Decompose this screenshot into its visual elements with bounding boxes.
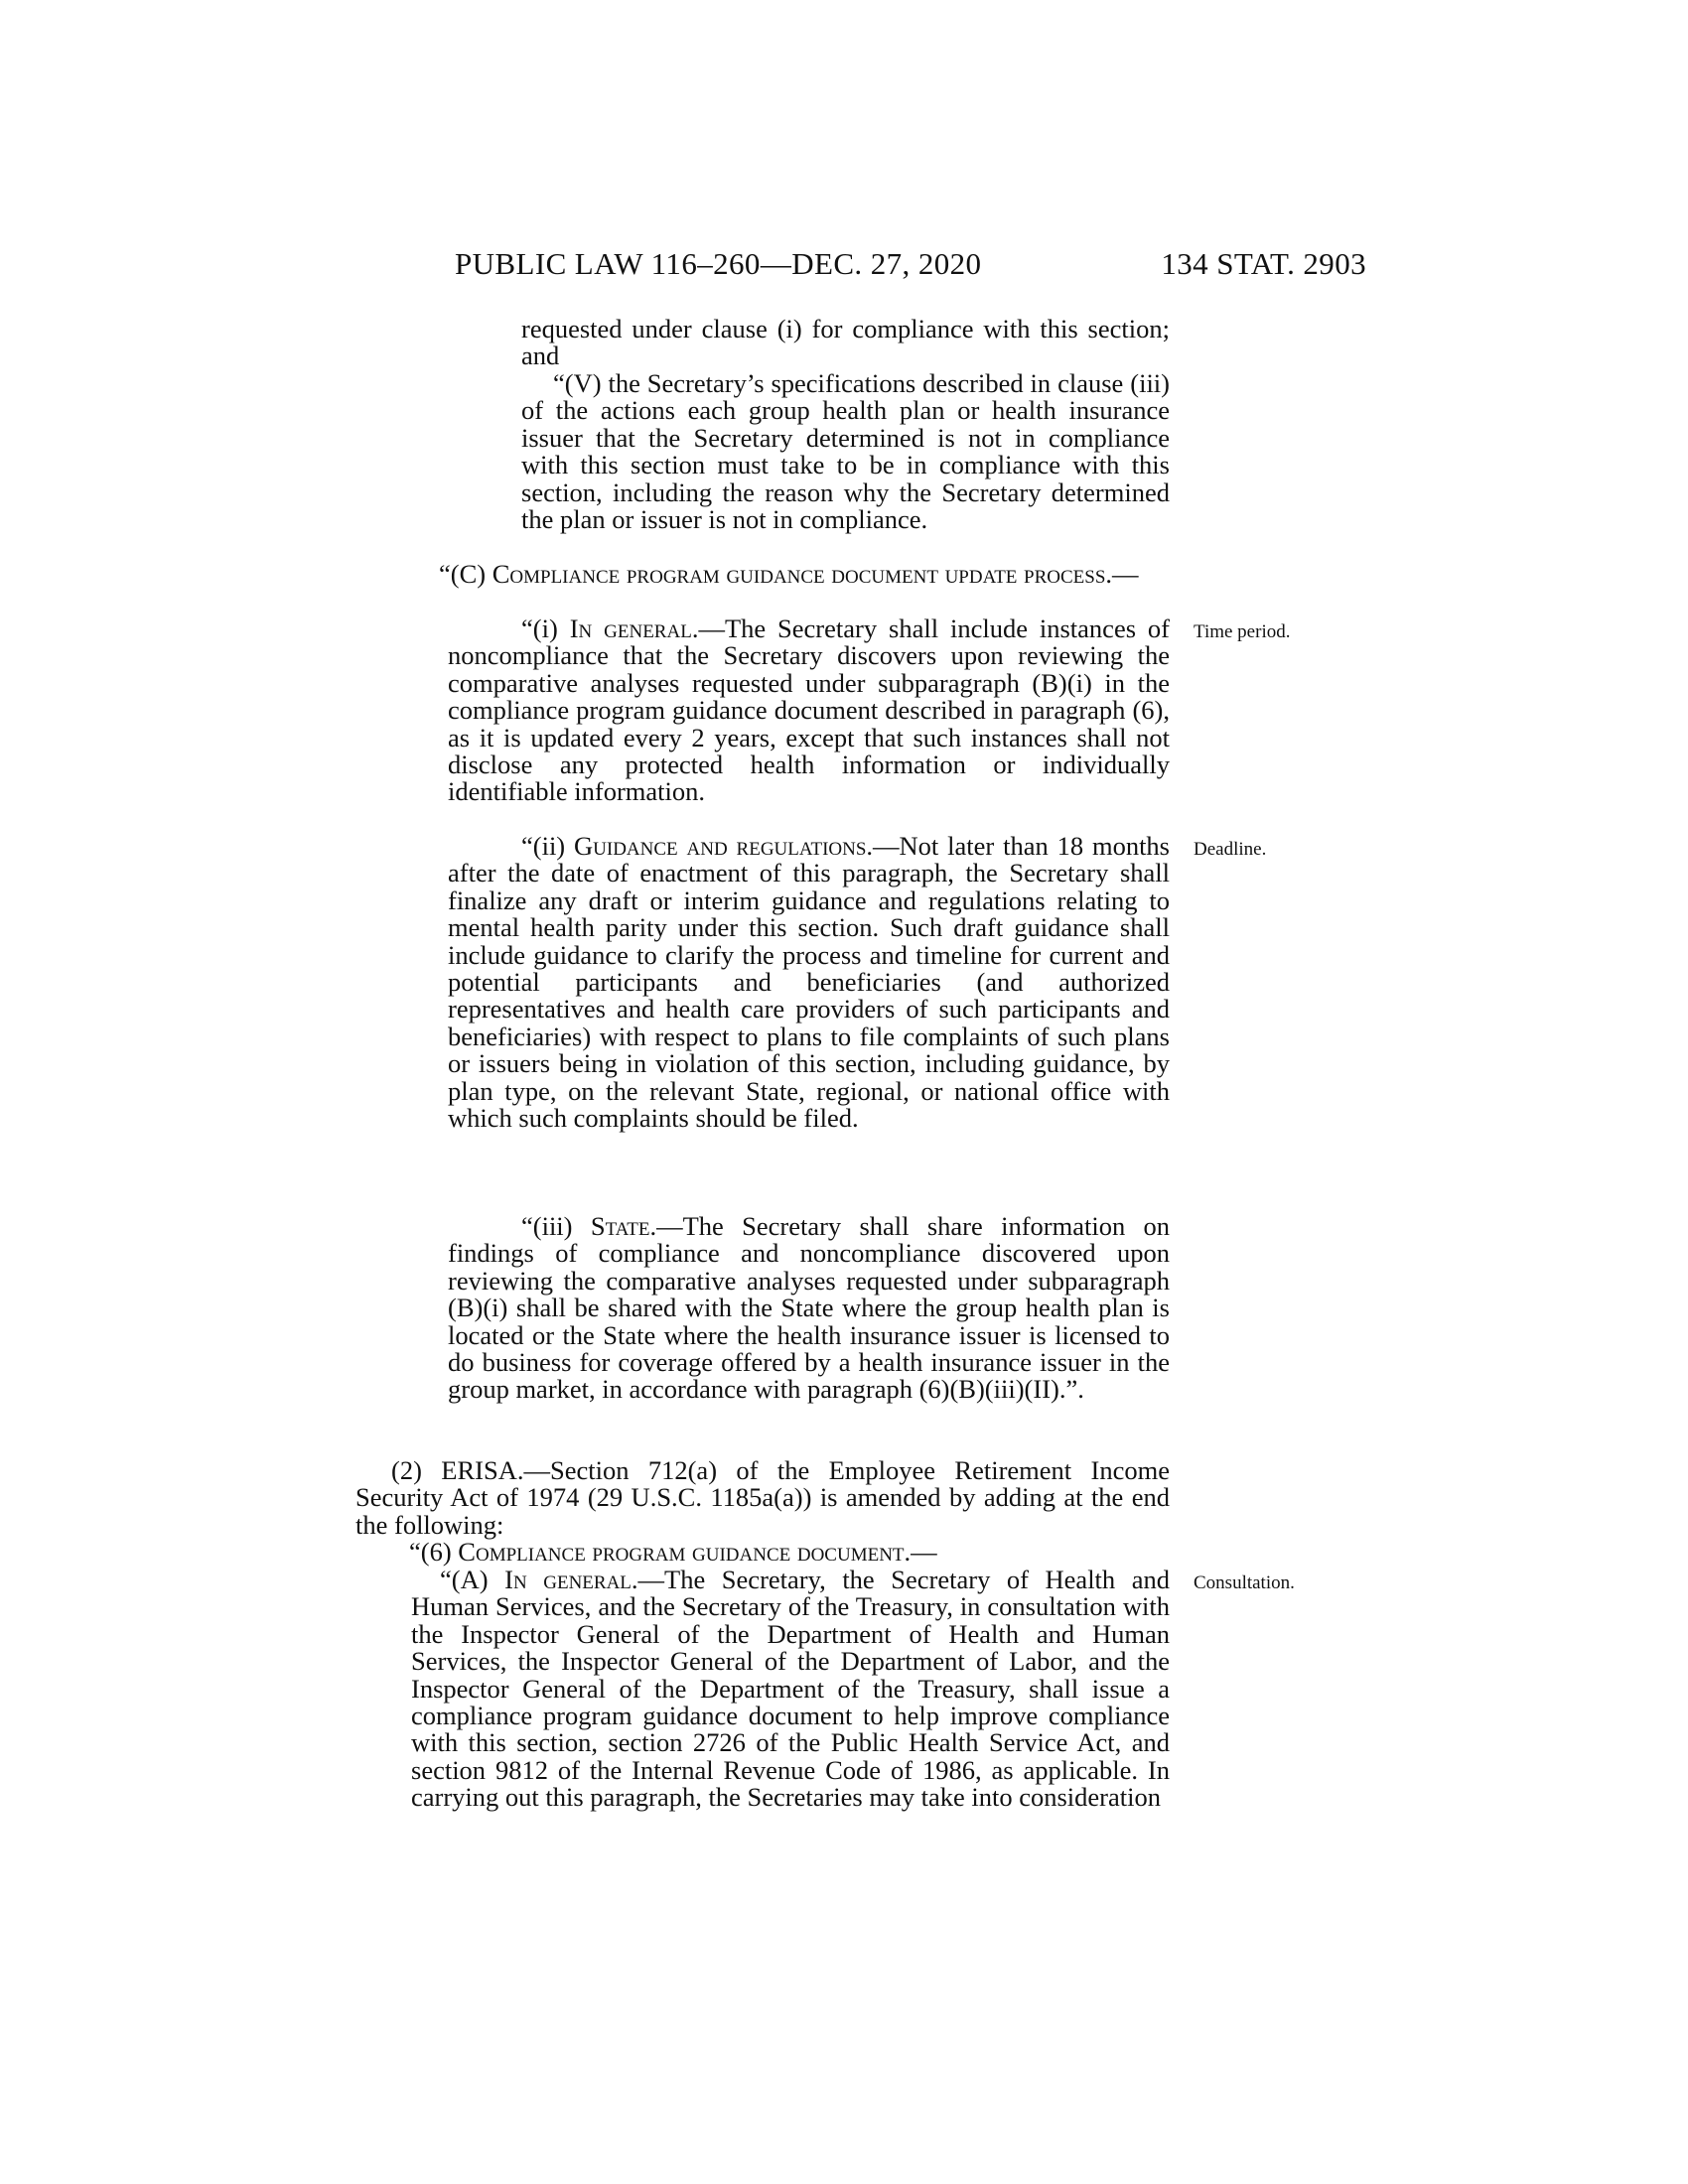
margin-note-time-period: Time period. (1194, 621, 1291, 642)
paragraph-heading: In general (504, 1565, 632, 1594)
paragraph-text: .—The Secretary shall share information on findings of compliance and noncompliance discovered upon reviewing the comparative analyses requested under subparagraph (B)(i) shall be shared with the State where the group health plan is located or the State where the health insurance issuer is licensed to do business for coverage offered by a health insurance issuer in the group market, in accordance with paragraph (6)(B)(iii)(II).”. (448, 1211, 1171, 1405)
paragraph-lead: “(i) (521, 614, 570, 643)
paragraph-lead: “(6) (409, 1537, 459, 1567)
paragraph-heading: State (590, 1211, 650, 1241)
margin-note-consultation: Consultation. (1194, 1572, 1295, 1593)
header-citation: PUBLIC LAW 116–260—DEC. 27, 2020 (455, 246, 982, 281)
paragraph-text: .—Section 712(a) of the Employee Retirement Income Security Act of 1974 (29 U.S.C. 1185a(a)) is amended by adding at the end the following: (355, 1455, 1170, 1540)
paragraph-clause-ii (448, 833, 1170, 1132)
paragraph-heading: Compliance program guidance document (458, 1537, 905, 1567)
paragraph-lead: “(ii) (521, 831, 575, 861)
paragraph-clause-i (448, 615, 1170, 806)
paragraph-text: “(V) the Secretary’s specifications described in clause (iii) of the actions each group health plan or health insurance issuer that the Secretary determined is not in compliance with this section must take to be in compliance with this section, including the reason why the Secretary determined the plan or issuer is not in compliance. (521, 368, 1170, 535)
paragraph-lead: “(iii) (521, 1211, 591, 1241)
paragraph-text: .— (1105, 559, 1139, 589)
paragraph-lead: “(C) (439, 559, 492, 589)
running-header (455, 246, 1366, 290)
paragraph-heading: Guidance and regulations (574, 831, 867, 861)
paragraph-text: requested under clause (i) for compliance with this section; and (521, 314, 1170, 371)
paragraph-clause-iv-end (521, 316, 1170, 370)
paragraph-6 (355, 1539, 1170, 1566)
paragraph-clause-iii (448, 1213, 1170, 1404)
paragraph-clause-v (521, 370, 1170, 533)
paragraph-subparagraph-c (411, 561, 1170, 588)
paragraph-heading: In general (569, 614, 692, 643)
header-page-number: 134 STAT. 2903 (1161, 246, 1366, 281)
paragraph-text: .— (904, 1537, 937, 1567)
paragraph-lead: “(A) (440, 1565, 505, 1594)
paragraph-2-erisa (355, 1457, 1170, 1539)
margin-note-deadline: Deadline. (1194, 839, 1267, 860)
paragraph-text: .—Not later than 18 months after the date of enactment of this paragraph, the Secretary shall finalize any draft or interim guidance and regulations relating to mental health parity under this section. Such draft guidance shall include guidance to clarify the process and timeline for current and potential participants and beneficiaries (and authorized representatives and health care providers of such participants and beneficiaries) with respect to plans to file complaints of such plans or issuers being in violation of this section, including guidance, by plan type, on the relevant State, regional, or national office with which such complaints should be filed. (448, 831, 1170, 1134)
paragraph-text: .—The Secretary, the Secretary of Health and Human Services, and the Secretary of the Treasury, in consultation with the Inspector General of the Department of Health and Human Services, the Inspector General of the Department of Labor, and the Inspector General of the Department of the Treasury, shall issue a compliance program guidance document to help improve compliance with this section, section 2726 of the Public Health Service Act, and section 9812 of the Internal Revenue Code of 1986, as applicable. In carrying out this paragraph, the Secretaries may take into consideration (411, 1565, 1170, 1813)
paragraph-6-a (411, 1567, 1170, 1812)
paragraph-text: .—The Secretary shall include instances of noncompliance that the Secretary discovers upon reviewing the comparative analyses requested under subparagraph (B)(i) in the compliance program guidance document described in paragraph (6), as it is updated every 2 years, except that such instances shall not disclose any protected health information or individually identifiable information. (448, 614, 1170, 807)
paragraph-heading: ERISA (441, 1455, 517, 1485)
paragraph-lead: (2) (391, 1455, 442, 1485)
paragraph-heading: Compliance program guidance document update process (492, 559, 1106, 589)
